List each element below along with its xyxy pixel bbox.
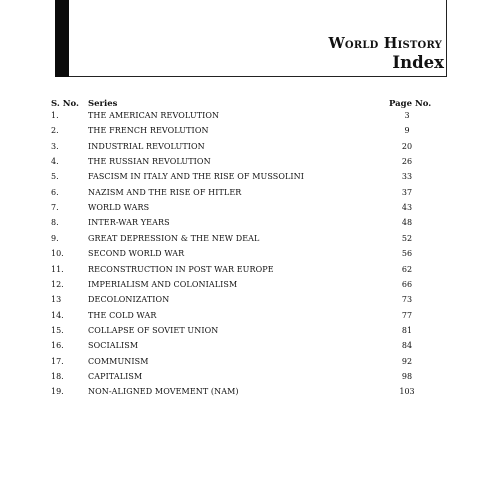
row-number: 2. — [51, 126, 59, 136]
row-title: CAPITALISM — [88, 371, 143, 381]
index-row — [0, 295, 500, 310]
column-header-page: Page No. — [389, 99, 500, 500]
row-number: 17. — [51, 356, 64, 366]
row-page-number: 66 — [401, 279, 413, 289]
row-title: THE RUSSIAN REVOLUTION — [88, 157, 211, 167]
row-title: INTER-WAR YEARS — [88, 218, 170, 228]
row-number: 10. — [51, 249, 64, 259]
index-row — [0, 387, 500, 402]
row-number: 19. — [51, 387, 64, 397]
row-page-number: 3 — [404, 111, 410, 120]
row-number: 4. — [51, 157, 59, 167]
row-title: COMMUNISM — [88, 356, 149, 366]
row-title: GREAT DEPRESSION & THE NEW DEAL — [88, 233, 260, 243]
row-page-number: 73 — [401, 295, 413, 305]
index-row — [0, 111, 500, 126]
row-page-number: 43 — [401, 203, 413, 213]
column-header-sno: S. No. — [51, 99, 80, 109]
index-row — [0, 234, 500, 249]
row-title: IMPERIALISM AND COLONIALISM — [88, 279, 238, 289]
row-title: COLLAPSE OF SOVIET UNION — [88, 325, 219, 335]
column-header-series: Series — [88, 99, 118, 109]
row-page-number: 98 — [401, 371, 413, 381]
index-row — [0, 188, 500, 203]
row-number: 15. — [51, 325, 64, 335]
index-row — [0, 249, 500, 264]
row-number: 7. — [51, 203, 59, 213]
row-page-number: 33 — [401, 172, 413, 182]
row-title: SECOND WORLD WAR — [88, 249, 185, 259]
row-page-number: 20 — [401, 141, 413, 151]
row-title: FASCISM IN ITALY AND THE RISE OF MUSSOLINI — [88, 172, 305, 182]
row-number: 6. — [51, 187, 59, 197]
row-page-number: 103 — [399, 387, 415, 397]
row-page-number: 56 — [401, 249, 413, 259]
row-title: SOCIALISM — [88, 341, 139, 351]
row-number: 18. — [51, 371, 64, 381]
index-row — [0, 357, 500, 372]
row-title: WORLD WARS — [88, 203, 150, 213]
row-page-number: 9 — [404, 126, 410, 136]
row-number: 8. — [51, 218, 59, 228]
index-row — [0, 265, 500, 280]
row-number: 13 — [51, 295, 62, 305]
index-row — [0, 172, 500, 187]
page-subtitle: Index — [392, 53, 444, 72]
row-number: 1. — [51, 111, 59, 120]
row-title: NON-ALIGNED MOVEMENT (NAM) — [88, 387, 239, 397]
row-number: 14. — [51, 310, 64, 320]
row-title: THE COLD WAR — [88, 310, 157, 320]
row-page-number: 84 — [401, 341, 413, 351]
index-row — [0, 142, 500, 157]
row-number: 16. — [51, 341, 64, 351]
row-page-number: 26 — [401, 157, 413, 167]
index-row — [0, 157, 500, 172]
row-title: THE AMERICAN REVOLUTION — [88, 111, 220, 120]
index-row — [0, 126, 500, 141]
row-number: 12. — [51, 279, 64, 289]
index-row — [0, 280, 500, 295]
header-black-bar — [55, 0, 69, 77]
row-title: INDUSTRIAL REVOLUTION — [88, 141, 205, 151]
index-row — [0, 203, 500, 218]
row-title: DECOLONIZATION — [88, 295, 170, 305]
row-page-number: 48 — [401, 218, 413, 228]
row-number: 9. — [51, 233, 59, 243]
row-number: 5. — [51, 172, 59, 182]
row-page-number: 37 — [401, 187, 413, 197]
row-title: THE FRENCH REVOLUTION — [88, 126, 209, 136]
index-row — [0, 341, 500, 356]
row-page-number: 81 — [401, 325, 413, 335]
index-row — [0, 311, 500, 326]
row-page-number: 92 — [401, 356, 413, 366]
row-title: NAZISM AND THE RISE OF HITLER — [88, 187, 242, 197]
index-row — [0, 326, 500, 341]
row-title: RECONSTRUCTION IN POST WAR EUROPE — [88, 264, 274, 274]
index-row — [0, 372, 500, 387]
row-page-number: 77 — [401, 310, 413, 320]
row-page-number: 62 — [401, 264, 413, 274]
row-number: 3. — [51, 141, 59, 151]
page-title: World History — [328, 35, 442, 52]
row-page-number: 52 — [401, 233, 413, 243]
index-row — [0, 218, 500, 233]
row-number: 11. — [51, 264, 64, 274]
